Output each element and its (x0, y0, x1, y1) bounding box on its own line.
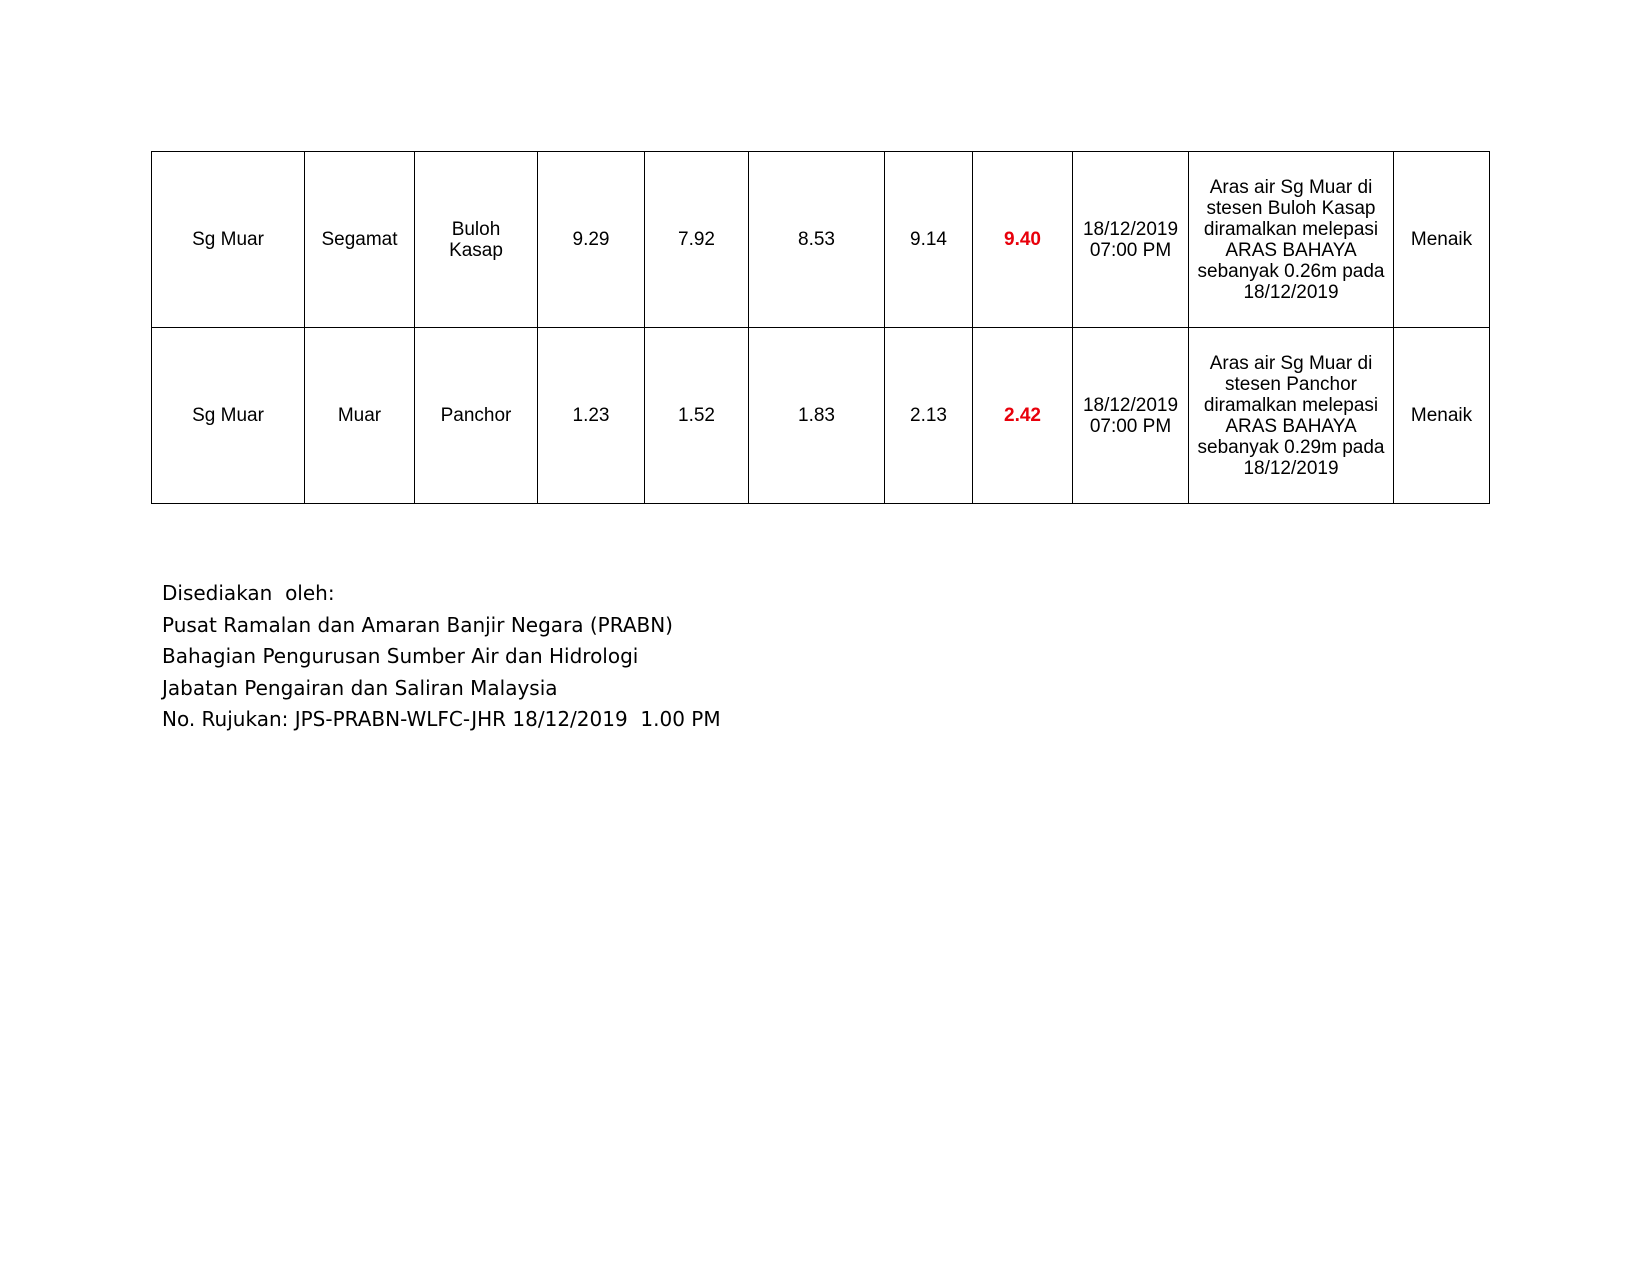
station-cell: Buloh Kasap (415, 152, 538, 328)
agency-name: Pusat Ramalan dan Amaran Banjir Negara (PRABN) (162, 612, 673, 637)
forecast-datetime-cell: 18/12/2019 07:00 PM (1073, 152, 1189, 328)
river-cell: Sg Muar (152, 328, 305, 504)
table-body (152, 152, 1490, 504)
river-cell: Sg Muar (152, 152, 305, 328)
table-row (152, 328, 1490, 504)
station-cell: Panchor (415, 328, 538, 504)
flood-forecast-table (151, 151, 1490, 504)
trend-cell: Menaik (1394, 152, 1490, 328)
water-level-cell: 2.13 (885, 328, 973, 504)
district-cell: Segamat (305, 152, 415, 328)
forecast-level-cell: 9.40 (973, 152, 1073, 328)
water-level-cell: 1.23 (538, 328, 645, 504)
division-name: Bahagian Pengurusan Sumber Air dan Hidrologi (162, 644, 639, 668)
table-row (152, 152, 1490, 328)
water-level-cell: 7.92 (645, 152, 749, 328)
remark-cell: Aras air Sg Muar di stesen Panchor diramalkan melepasi ARAS BAHAYA sebanyak 0.29m pada 18/12/2019 (1189, 328, 1394, 504)
water-level-cell: 9.29 (538, 152, 645, 328)
water-level-cell: 8.53 (749, 152, 885, 328)
remark-cell: Aras air Sg Muar di stesen Buloh Kasap diramalkan melepasi ARAS BAHAYA sebanyak 0.26m pada 18/12/2019 (1189, 152, 1394, 328)
trend-cell: Menaik (1394, 328, 1490, 504)
forecast-level-cell: 2.42 (973, 328, 1073, 504)
water-level-cell: 9.14 (885, 152, 973, 328)
district-cell: Muar (305, 328, 415, 504)
water-level-cell: 1.52 (645, 328, 749, 504)
reference-number: No. Rujukan: JPS-PRABN-WLFC-JHR 18/12/2019 1.00 PM (162, 707, 721, 731)
prepared-by-block (162, 578, 721, 736)
forecast-datetime-cell: 18/12/2019 07:00 PM (1073, 328, 1189, 504)
prepared-by-label: Disediakan oleh: (162, 581, 335, 605)
water-level-cell: 1.83 (749, 328, 885, 504)
department-name: Jabatan Pengairan dan Saliran Malaysia (162, 675, 558, 700)
